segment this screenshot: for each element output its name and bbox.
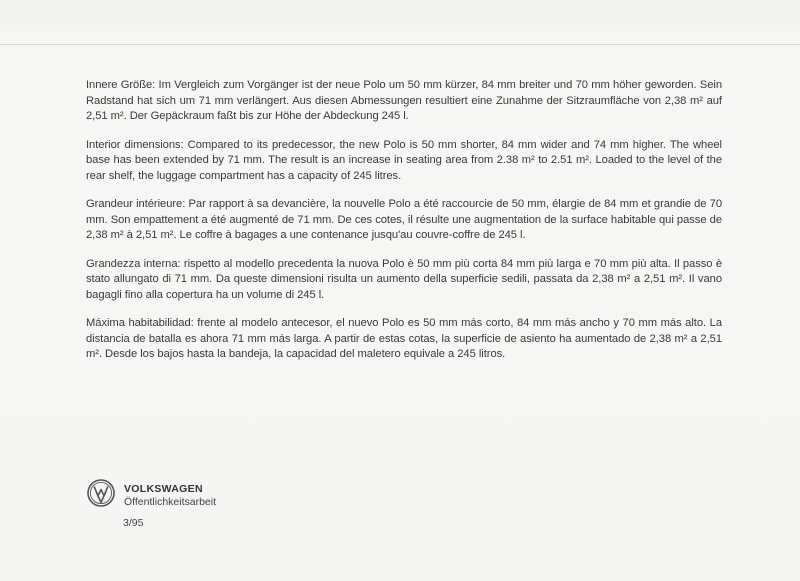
vw-logo-icon (87, 479, 115, 507)
paragraph-italian: Grandezza interna: rispetto al modello precedenta la nuova Polo è 50 mm più corta 84 mm più larga e 70 mm più alta. Il passo è stato allungato di 71 mm. Da queste dimensioni risulta un aumento della superficie sedili, passata da 2,38 m² a 2,51 m². Il vano bagagli fino alla copertura ha un volume di 245 l. (86, 257, 722, 301)
document-body (86, 78, 722, 376)
paragraph-german: Innere Größe: Im Vergleich zum Vorgänger ist der neue Polo um 50 mm kürzer, 84 mm breiter und 70 mm höher geworden. Sein Radstand hat sich um 71 mm verlängert. Aus diesen Abmessungen resultiert eine Zunahme der Sitzraumfläche von 2,38 m² auf 2,51 m². Der Gepäckraum faßt bis zur Höhe der Abdeckung 245 l. (86, 79, 722, 122)
department-name: Öffentlichkeitsarbeit (124, 496, 217, 508)
paragraph-french: Grandeur intérieure: Par rapport à sa devancière, la nouvelle Polo a été raccourcie de 50 mm, élargie de 84 mm et grandie de 70 mm. Son empattement a été augmenté de 71 mm. De ces cotes, il résulte une augmentation de la surface habitable qui passe de 2,38 m² à 2,51 m². Le coffre à bagages a une contenance jusqu'au couvre-coffre de 245 l. (86, 198, 722, 241)
paragraph-english: Interior dimensions: Compared to its predecessor, the new Polo is 50 mm shorter, 84 mm wider and 74 mm higher. The wheel base has been extended by 71 mm. The result is an increase in seating area from 2.38 m² to 2.51 m². Loaded to the level of the rear shelf, the luggage compartment has a capacity of 245 litres. (86, 138, 722, 182)
page-fold-line (0, 44, 800, 45)
brand-name: VOLKSWAGEN (124, 483, 203, 495)
issue-date: 3/95 (123, 517, 144, 529)
paragraph-spanish: Máxima habitabilidad: frente al modelo antecesor, el nuevo Polo es 50 mm más corto, 84 mm más ancho y 70 mm más alto. La distancia de batalla es ahora 71 mm más larga. A partir de estas cotas, la superficie de asiento ha aumentado de 2,38 m² a 2,51 m². Desde los bajos hasta la bandeja, la capacidad del maletero equivale a 245 litros. (86, 317, 722, 360)
